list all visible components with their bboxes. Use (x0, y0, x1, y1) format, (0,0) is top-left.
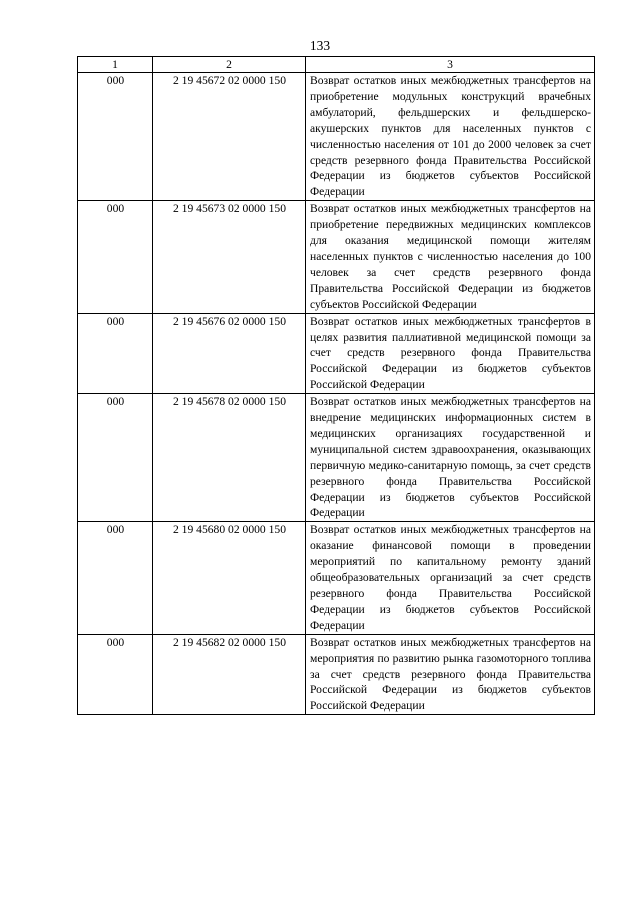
budget-classification-code-cell: 2 19 45680 02 0000 150 (153, 522, 306, 634)
description-cell: Возврат остатков иных межбюджетных трансфертов на приобретение модульных конструкций врачебных амбулаторий, фельдшерских и фельдшерско-акушерских пунктов для населенных пунктов с численностью населения от 101 до 2000 человек за счет средств резервного фонда Правительства Российской Федерации из бюджетов субъектов Российской Федерации (306, 73, 595, 201)
page-number: 133 (309, 38, 331, 53)
column-header-2: 2 (153, 57, 306, 73)
table-row (78, 522, 595, 634)
budget-classification-code-cell: 2 19 45673 02 0000 150 (153, 201, 306, 313)
admin-code-cell: 000 (78, 73, 153, 201)
description-cell: Возврат остатков иных межбюджетных трансфертов на приобретение передвижных медицинских комплексов для оказания медицинской помощи жителям населенных пунктов с численностью населения до 100 человек за счет средств резервного фонда Правительства Российской Федерации из бюджетов субъектов Российской Федерации (306, 201, 595, 313)
description-cell: Возврат остатков иных межбюджетных трансфертов на мероприятия по развитию рынка газомоторного топлива за счет средств резервного фонда Правительства Российской Федерации из бюджетов субъектов Российской Федерации (306, 634, 595, 715)
description-cell: Возврат остатков иных межбюджетных трансфертов в целях развития паллиативной медицинской помощи за счет средств резервного фонда Правительства Российской Федерации из бюджетов субъектов Российской Федерации (306, 313, 595, 394)
description-cell: Возврат остатков иных межбюджетных трансфертов на внедрение медицинских информационных систем в медицинских организациях государственной и муниципальной систем здравоохранения, оказывающих первичную медико-санитарную помощь, за счет средств резервного фонда Правительства Российской Федерации из бюджетов субъектов Российской Федерации (306, 394, 595, 522)
description-cell: Возврат остатков иных межбюджетных трансфертов на оказание финансовой помощи в проведении мероприятий по капитальному ремонту зданий общеобразовательных организаций за счет средств резервного фонда Правительства Российской Федерации из бюджетов субъектов Российской Федерации (306, 522, 595, 634)
column-header-3: 3 (306, 57, 595, 73)
admin-code-cell: 000 (78, 201, 153, 313)
budget-classification-code-cell: 2 19 45676 02 0000 150 (153, 313, 306, 394)
budget-classification-code-cell: 2 19 45672 02 0000 150 (153, 73, 306, 201)
budget-classification-code-cell: 2 19 45682 02 0000 150 (153, 634, 306, 715)
table-row (78, 313, 595, 394)
admin-code-cell: 000 (78, 394, 153, 522)
admin-code-cell: 000 (78, 634, 153, 715)
budget-classification-code-cell: 2 19 45678 02 0000 150 (153, 394, 306, 522)
column-header-1: 1 (78, 57, 153, 73)
table-row (78, 634, 595, 715)
admin-code-cell: 000 (78, 313, 153, 394)
table-header-row (78, 57, 595, 73)
table-row (78, 73, 595, 201)
budget-codes-table (77, 56, 595, 715)
table-row (78, 394, 595, 522)
admin-code-cell: 000 (78, 522, 153, 634)
table-row (78, 201, 595, 313)
